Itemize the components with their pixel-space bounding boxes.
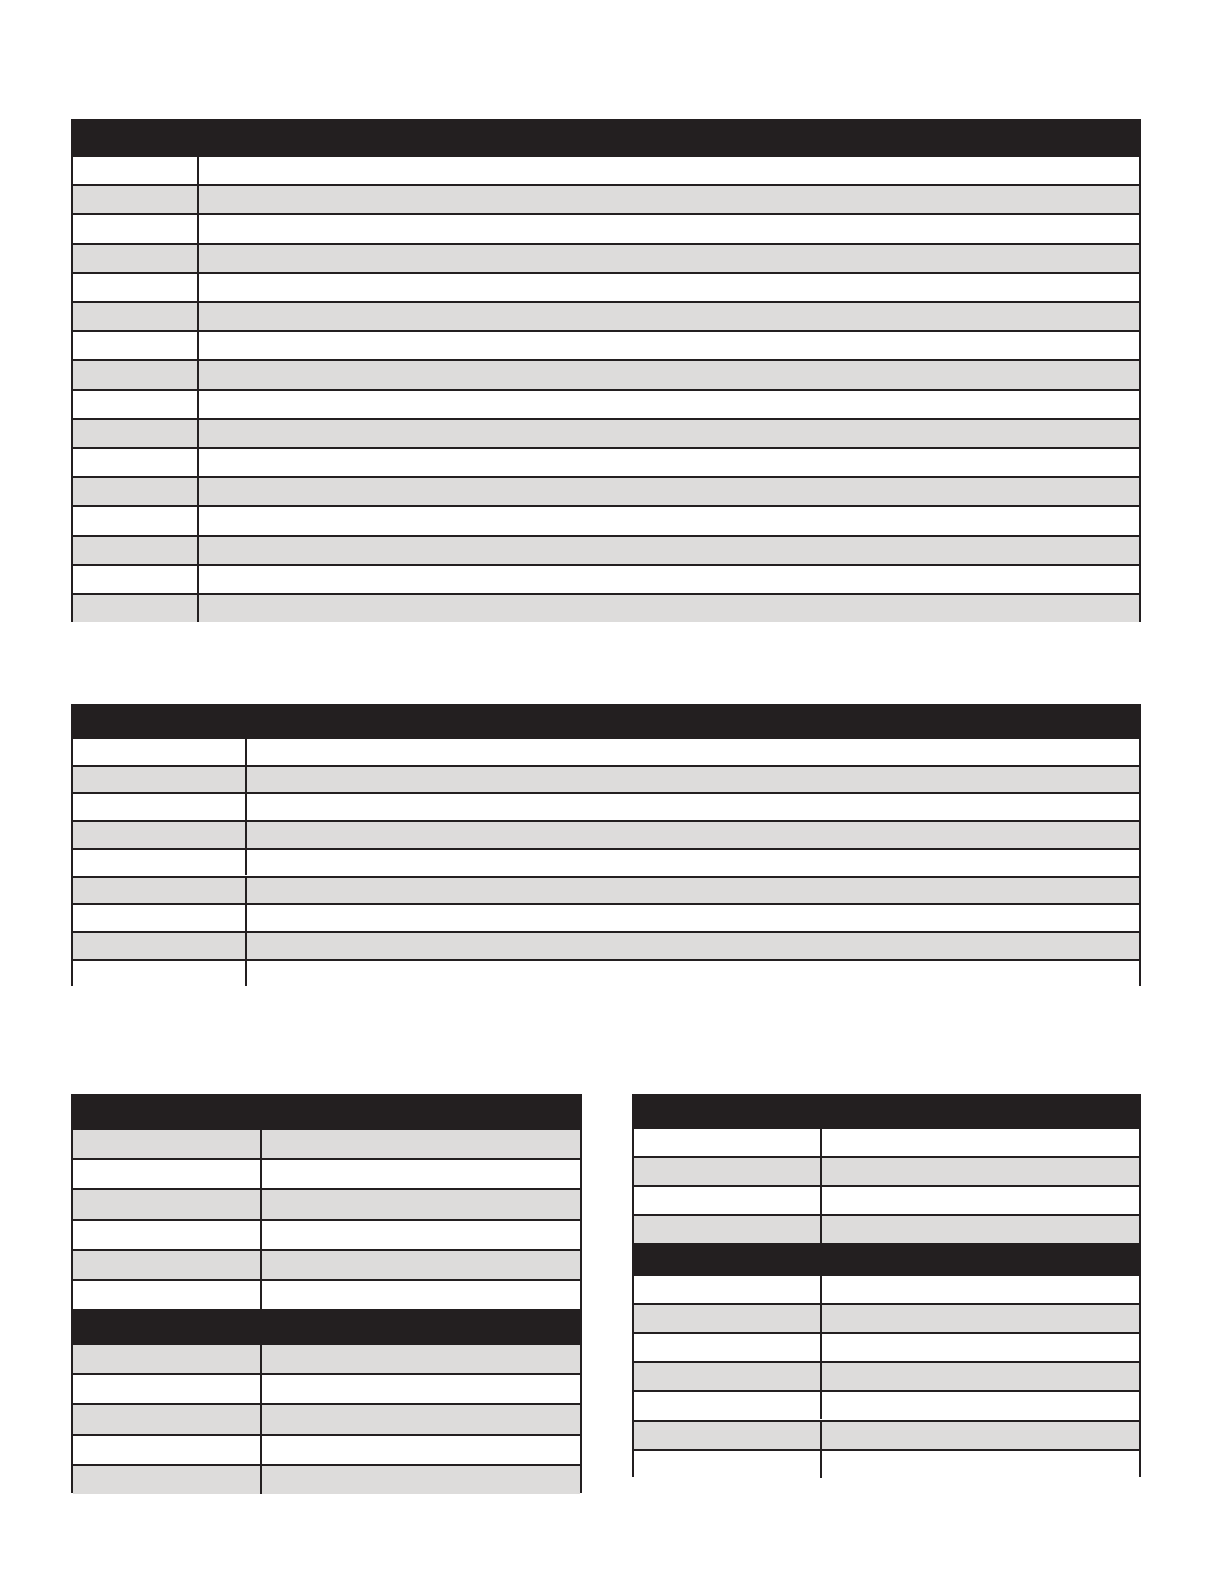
- table-cell-value: [199, 303, 1139, 330]
- table-row: [634, 1449, 1139, 1478]
- table-cell-label: [73, 1405, 266, 1433]
- table-cell-value: [822, 1187, 1139, 1214]
- table-row: [73, 1373, 580, 1403]
- table-cell-label: [73, 595, 203, 622]
- table-row: [634, 1361, 1139, 1390]
- table-row: [73, 737, 1139, 765]
- table-cell-value: [199, 332, 1139, 359]
- table-row: [634, 1332, 1139, 1361]
- table-cell-label: [73, 767, 251, 793]
- table-cell-value: [262, 1436, 580, 1464]
- table-row: [73, 1279, 580, 1309]
- table-cell-label: [634, 1363, 826, 1390]
- table-row: [73, 476, 1139, 505]
- table-row: [73, 330, 1139, 359]
- table-row: [73, 1158, 580, 1188]
- table-cell-value: [199, 507, 1139, 534]
- table-row: [73, 155, 1139, 184]
- table-cell-label: [634, 1305, 826, 1332]
- table-4-section-2-header: [634, 1243, 1139, 1274]
- table-row: [634, 1303, 1139, 1332]
- table-row: [73, 792, 1139, 820]
- table-cell-label: [634, 1334, 826, 1361]
- table-cell-value: [822, 1422, 1139, 1449]
- table-row: [73, 359, 1139, 388]
- table-cell-value: [247, 822, 1139, 848]
- table-cell-value: [822, 1363, 1139, 1390]
- table-cell-label: [73, 1345, 266, 1373]
- table-cell-label: [73, 186, 203, 213]
- table-cell-value: [247, 739, 1139, 765]
- table-row: [73, 272, 1139, 301]
- table-cell-label: [73, 822, 251, 848]
- table-3: [71, 1094, 582, 1493]
- table-cell-value: [199, 566, 1139, 593]
- table-row: [73, 243, 1139, 272]
- table-cell-value: [199, 215, 1139, 242]
- table-cell-label: [73, 1160, 266, 1188]
- table-cell-value: [822, 1334, 1139, 1361]
- table-1-header: [73, 121, 1139, 155]
- table-cell-label: [73, 245, 203, 272]
- table-row: [73, 903, 1139, 931]
- table-3-section-1-header: [73, 1096, 580, 1128]
- table-cell-label: [73, 794, 251, 820]
- table-row: [73, 876, 1139, 904]
- table-row: [73, 1343, 580, 1373]
- table-row: [634, 1420, 1139, 1449]
- table-row: [73, 1188, 580, 1218]
- table-cell-value: [247, 961, 1139, 986]
- table-cell-value: [199, 361, 1139, 388]
- table-cell-value: [199, 595, 1139, 622]
- table-row: [73, 447, 1139, 476]
- table-cell-value: [262, 1221, 580, 1249]
- table-cell-label: [73, 303, 203, 330]
- table-row: [73, 765, 1139, 793]
- table-cell-label: [73, 391, 203, 418]
- table-cell-value: [199, 449, 1139, 476]
- table-cell-label: [73, 933, 251, 959]
- table-cell-value: [262, 1345, 580, 1373]
- table-row: [73, 959, 1139, 986]
- table-2: [71, 704, 1141, 986]
- table-cell-label: [73, 1281, 266, 1309]
- table-row: [73, 820, 1139, 848]
- table-cell-value: [199, 245, 1139, 272]
- table-cell-value: [822, 1158, 1139, 1185]
- table-cell-label: [73, 420, 203, 447]
- table-row: [634, 1390, 1139, 1419]
- table-cell-value: [199, 274, 1139, 301]
- table-cell-label: [73, 1221, 266, 1249]
- table-cell-value: [262, 1375, 580, 1403]
- table-cell-label: [73, 274, 203, 301]
- table-row: [634, 1274, 1139, 1303]
- table-cell-value: [822, 1305, 1139, 1332]
- table-cell-label: [73, 361, 203, 388]
- table-cell-label: [634, 1129, 826, 1156]
- table-row: [634, 1127, 1139, 1156]
- table-cell-label: [634, 1158, 826, 1185]
- table-row: [73, 213, 1139, 242]
- table-row: [73, 1403, 580, 1433]
- table-cell-value: [199, 391, 1139, 418]
- table-cell-label: [73, 1375, 266, 1403]
- table-3-section-2-header: [73, 1309, 580, 1343]
- table-cell-value: [199, 157, 1139, 184]
- table-cell-value: [247, 933, 1139, 959]
- table-2-header: [73, 706, 1139, 737]
- table-cell-label: [73, 215, 203, 242]
- table-cell-label: [634, 1187, 826, 1214]
- table-cell-value: [199, 186, 1139, 213]
- table-cell-label: [634, 1422, 826, 1449]
- table-cell-value: [199, 478, 1139, 505]
- table-1: [71, 119, 1141, 622]
- table-cell-value: [262, 1251, 580, 1279]
- table-row: [73, 931, 1139, 959]
- table-cell-label: [73, 449, 203, 476]
- table-row: [73, 184, 1139, 213]
- table-row: [634, 1185, 1139, 1214]
- table-cell-label: [634, 1392, 826, 1419]
- table-cell-value: [199, 537, 1139, 564]
- table-cell-value: [247, 794, 1139, 820]
- table-4: [632, 1094, 1141, 1477]
- table-cell-label: [73, 905, 251, 931]
- table-cell-value: [247, 878, 1139, 904]
- table-cell-label: [73, 1436, 266, 1464]
- table-cell-value: [262, 1130, 580, 1158]
- table-cell-label: [634, 1276, 826, 1303]
- table-cell-value: [822, 1451, 1139, 1478]
- table-cell-value: [262, 1160, 580, 1188]
- table-cell-value: [247, 767, 1139, 793]
- table-cell-value: [247, 850, 1139, 876]
- table-row: [634, 1214, 1139, 1243]
- table-row: [73, 301, 1139, 330]
- table-cell-value: [822, 1392, 1139, 1419]
- table-cell-label: [73, 537, 203, 564]
- table-cell-value: [199, 420, 1139, 447]
- table-row: [73, 1128, 580, 1158]
- table-cell-label: [73, 739, 251, 765]
- table-cell-label: [73, 1251, 266, 1279]
- table-row: [73, 1464, 580, 1494]
- table-row: [73, 848, 1139, 876]
- table-cell-label: [73, 157, 203, 184]
- table-cell-label: [73, 1130, 266, 1158]
- table-row: [73, 1249, 580, 1279]
- table-cell-label: [73, 850, 251, 876]
- table-cell-value: [822, 1129, 1139, 1156]
- table-cell-value: [262, 1190, 580, 1218]
- table-cell-label: [73, 961, 251, 986]
- table-cell-label: [73, 332, 203, 359]
- table-row: [73, 593, 1139, 622]
- table-row: [73, 1434, 580, 1464]
- table-cell-value: [822, 1276, 1139, 1303]
- table-cell-value: [262, 1281, 580, 1309]
- table-row: [73, 564, 1139, 593]
- table-cell-label: [73, 478, 203, 505]
- table-row: [73, 1219, 580, 1249]
- table-row: [73, 505, 1139, 534]
- table-cell-value: [822, 1216, 1139, 1243]
- table-cell-label: [73, 1466, 266, 1494]
- table-cell-label: [73, 566, 203, 593]
- table-row: [73, 535, 1139, 564]
- table-row: [73, 389, 1139, 418]
- table-cell-value: [262, 1466, 580, 1494]
- table-cell-label: [73, 507, 203, 534]
- table-cell-label: [73, 1190, 266, 1218]
- table-cell-label: [634, 1451, 826, 1478]
- table-4-section-1-header: [634, 1096, 1139, 1127]
- table-row: [634, 1156, 1139, 1185]
- table-row: [73, 418, 1139, 447]
- table-cell-label: [634, 1216, 826, 1243]
- table-cell-value: [247, 905, 1139, 931]
- table-cell-label: [73, 878, 251, 904]
- table-cell-value: [262, 1405, 580, 1433]
